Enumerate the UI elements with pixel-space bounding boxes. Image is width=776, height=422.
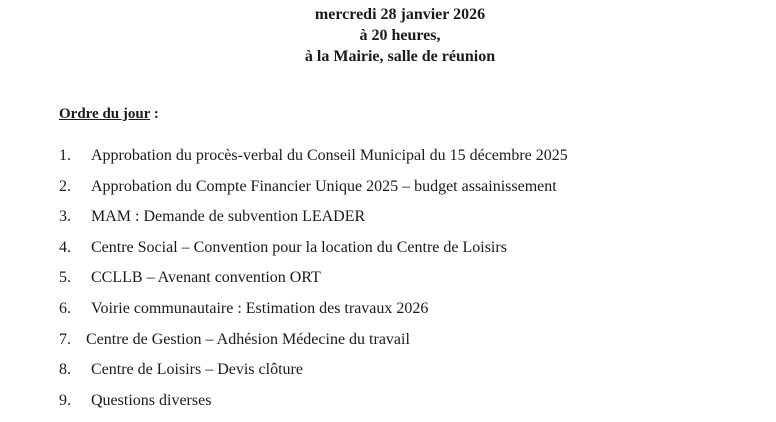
meeting-date: mercredi 28 janvier 2026 xyxy=(314,6,486,23)
agenda-item-text: Voirie communautaire : Estimation des travaux 2026 xyxy=(91,299,429,317)
agenda-item xyxy=(0,238,776,269)
agenda-item xyxy=(0,299,776,330)
agenda-item xyxy=(0,268,776,299)
agenda-item-number: 2. xyxy=(59,177,71,195)
agenda-item xyxy=(0,391,776,422)
agenda-item-number: 5. xyxy=(59,269,71,287)
agenda-item-text: Approbation du Compte Financier Unique 2025 – budget assainissement xyxy=(91,177,557,195)
agenda-item-text: Centre de Loisirs – Devis clôture xyxy=(91,361,303,379)
agenda-item xyxy=(0,177,776,208)
agenda-item-text: CCLLB – Avenant convention ORT xyxy=(91,269,321,287)
agenda-item-number: 1. xyxy=(59,147,71,164)
agenda-list xyxy=(0,146,776,421)
agenda-item xyxy=(0,207,776,238)
agenda-item-number: 8. xyxy=(59,361,71,379)
agenda-item xyxy=(0,146,776,177)
agenda-item-text: Questions diverses xyxy=(91,391,212,409)
agenda-item xyxy=(0,330,776,361)
agenda-item-number: 3. xyxy=(59,208,71,226)
agenda-item-number: 7. xyxy=(59,330,71,348)
agenda-item-text: Centre de Gestion – Adhésion Médecine du travail xyxy=(86,330,410,348)
agenda-item xyxy=(0,360,776,391)
agenda-heading-colon: : xyxy=(150,106,159,122)
meeting-location: à la Mairie, salle de réunion xyxy=(304,48,496,65)
agenda-heading-label: Ordre du jour xyxy=(59,106,151,122)
agenda-item-number: 9. xyxy=(59,391,71,409)
meeting-header xyxy=(0,4,776,67)
agenda-item-number: 4. xyxy=(59,238,71,256)
meeting-time: à 20 heures, xyxy=(359,27,441,44)
agenda-item-number: 6. xyxy=(59,299,71,317)
agenda-item-text: Approbation du procès-verbal du Conseil Municipal du 15 décembre 2025 xyxy=(91,147,568,164)
agenda-heading xyxy=(59,105,159,123)
agenda-item-text: Centre Social – Convention pour la location du Centre de Loisirs xyxy=(91,238,507,256)
agenda-item-text: MAM : Demande de subvention LEADER xyxy=(91,208,366,226)
